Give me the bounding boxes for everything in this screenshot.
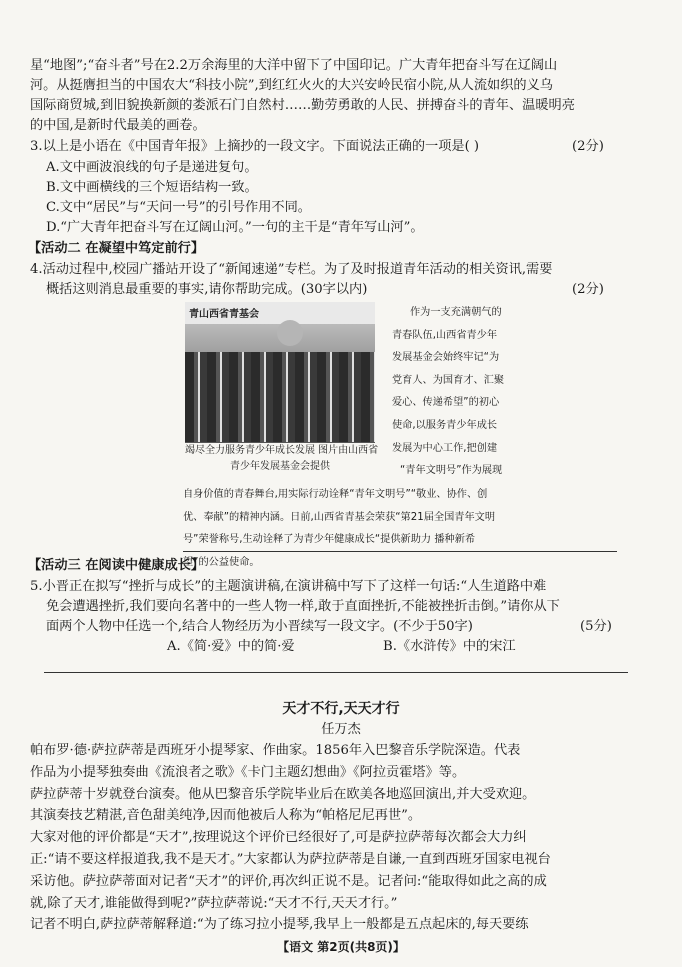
question-5-points: (5分) — [580, 619, 612, 634]
question-4-points: (2分) — [572, 282, 604, 297]
question-4-line: 4.活动过程中,校园广播站开设了“新闻速递”专栏。为了及时报道青年活动的相关资讯,需要 — [30, 262, 553, 277]
article-line: 萨拉萨蒂十岁就登台演奏。他从巴黎音乐学院毕业后在欧美各地巡回演出,并大受欢迎。 — [30, 786, 536, 802]
passage-line: 国际商贸城,到旧貌换新颜的娄派石门自然村……勤劳勇敢的人民、拼搏奋斗的青年、温暖明亮 — [30, 98, 575, 113]
question-3-stem: 3.以上是小语在《中国青年报》上摘抄的一段文字。下面说法正确的一项是( ) — [30, 139, 480, 154]
photo-caption: 竭尽全力服务青少年成长发展 图片由山西省 青少年发展基金会提供 — [185, 442, 375, 481]
article-line: 正:“请不要这样报道我,我不是天才。”大家都认为萨拉萨蒂是自谦,一直到西班牙国家电视台 — [30, 851, 551, 867]
option-b: B.文中画横线的三个短语结构一致。 — [46, 180, 258, 195]
question-4-line: 概括这则消息最重要的事实,请你帮助完成。(30字以内) — [46, 282, 368, 297]
page-footer: 【语文 第2页(共8页)】 — [277, 940, 405, 954]
article-title: 天才不行,天天才行 — [282, 701, 400, 717]
article-line: 其演奏技艺精湛,音色甜美纯净,因而他被后人称为“帕格尼尼再世”。 — [30, 808, 422, 824]
question-3-points: (2分) — [572, 139, 604, 154]
passage-top — [30, 56, 575, 136]
question-4 — [30, 260, 552, 300]
article-line: 就,除了天才,谁能做得到呢?”萨拉萨蒂说:“天才不行,天天才行。” — [30, 895, 398, 911]
news-photo — [185, 302, 375, 442]
article-body — [30, 740, 551, 936]
article-line: 记者不明白,萨拉萨蒂解释道:“为了练习拉小提琴,我早上一般都是五点起床的,每天要练 — [30, 917, 529, 933]
question-5-line: 面两个人物中任选一个,结合人物经历为小晋续写一段文字。(不少于50字) — [46, 619, 473, 634]
photo-banner: 青山西省青基会 — [185, 302, 375, 324]
option-c: C.文中“居民”与“天问一号”的引号作用不同。 — [46, 200, 311, 215]
photo-crowd — [185, 352, 375, 442]
activity-3-heading: 【活动三 在阅读中健康成长】 — [28, 558, 205, 573]
article-line: 作品为小提琴独奏曲《流浪者之歌》《卡门主题幻想曲》《阿拉贡霍塔》等。 — [30, 764, 466, 780]
question-3-options — [46, 158, 424, 238]
question-5-option-b: B.《水浒传》中的宋江 — [383, 639, 516, 654]
question-5-line: 5.小晋正在拟写“挫折与成长”的主题演讲稿,在演讲稿中写下了这样一句话:“人生道路中难 — [30, 579, 547, 594]
answer-line — [183, 551, 617, 552]
article-line: 采访他。萨拉萨蒂面对记者“天才”的评价,再次纠正说不是。记者问:“能取得如此之高的成 — [30, 873, 547, 889]
option-d: D.“广大青年把奋斗写在辽阔山河。”一句的主干是“青年写山河”。 — [46, 220, 424, 235]
answer-line — [44, 672, 628, 673]
question-5 — [30, 577, 560, 637]
activity-2-heading: 【活动二 在凝望中笃定前行】 — [28, 241, 205, 256]
question-5-line: 免会遭遇挫折,我们要向名著中的一些人物一样,敢于直面挫折,不能被挫折击倒。”请你从下 — [46, 599, 560, 614]
article-line: 帕布罗·德·萨拉萨蒂是西班牙小提琴家、作曲家。1856年入巴黎音乐学院深造。代表 — [30, 743, 521, 758]
question-5-option-a: A.《简·爱》中的简·爱 — [167, 639, 295, 654]
news-text-bottom: 自身价值的青春舞台,用实际行动诠释“青年文明号”“敬业、协作、创 优、奉献”的精神内涵。日前,山西省青基会荣获“第21届全国青年文明 号”荣誉称号,生动诠释了为青少年健康成长“提供新助力 播种新希 望”的公益使命。 — [183, 489, 496, 568]
passage-line: 星“地图”;“奋斗者”号在2.2万余海里的大洋中留下了中国印记。广大青年把奋斗写在辽阔山 — [30, 58, 558, 73]
question-3 — [30, 137, 479, 157]
article-line: 大家对他的评价都是“天才”,按理说这个评价已经很好了,可是萨拉萨蒂每次都会大力纠 — [30, 830, 527, 846]
news-text-right: 作为一支充满朝气的 青春队伍,山西省青少年 发展基金会始终牢记“为 党育人、为国育才、汇聚 爱心、传递希望”的初心 使命,以服务青少年成长 发展为中心工作,把创建 “青年文明号”作为展现 — [392, 307, 505, 477]
photo-balloon — [277, 320, 303, 346]
passage-line: 的中国,是新时代最美的画卷。 — [30, 118, 206, 133]
article-author: 任万杰 — [321, 722, 361, 737]
passage-line: 河。从挺膺担当的中国农大“科技小院”,到红红火火的大兴安岭民宿小院,从人流如织的义乌 — [30, 78, 553, 93]
option-a: A.文中画波浪线的句子是递进复句。 — [46, 160, 258, 175]
